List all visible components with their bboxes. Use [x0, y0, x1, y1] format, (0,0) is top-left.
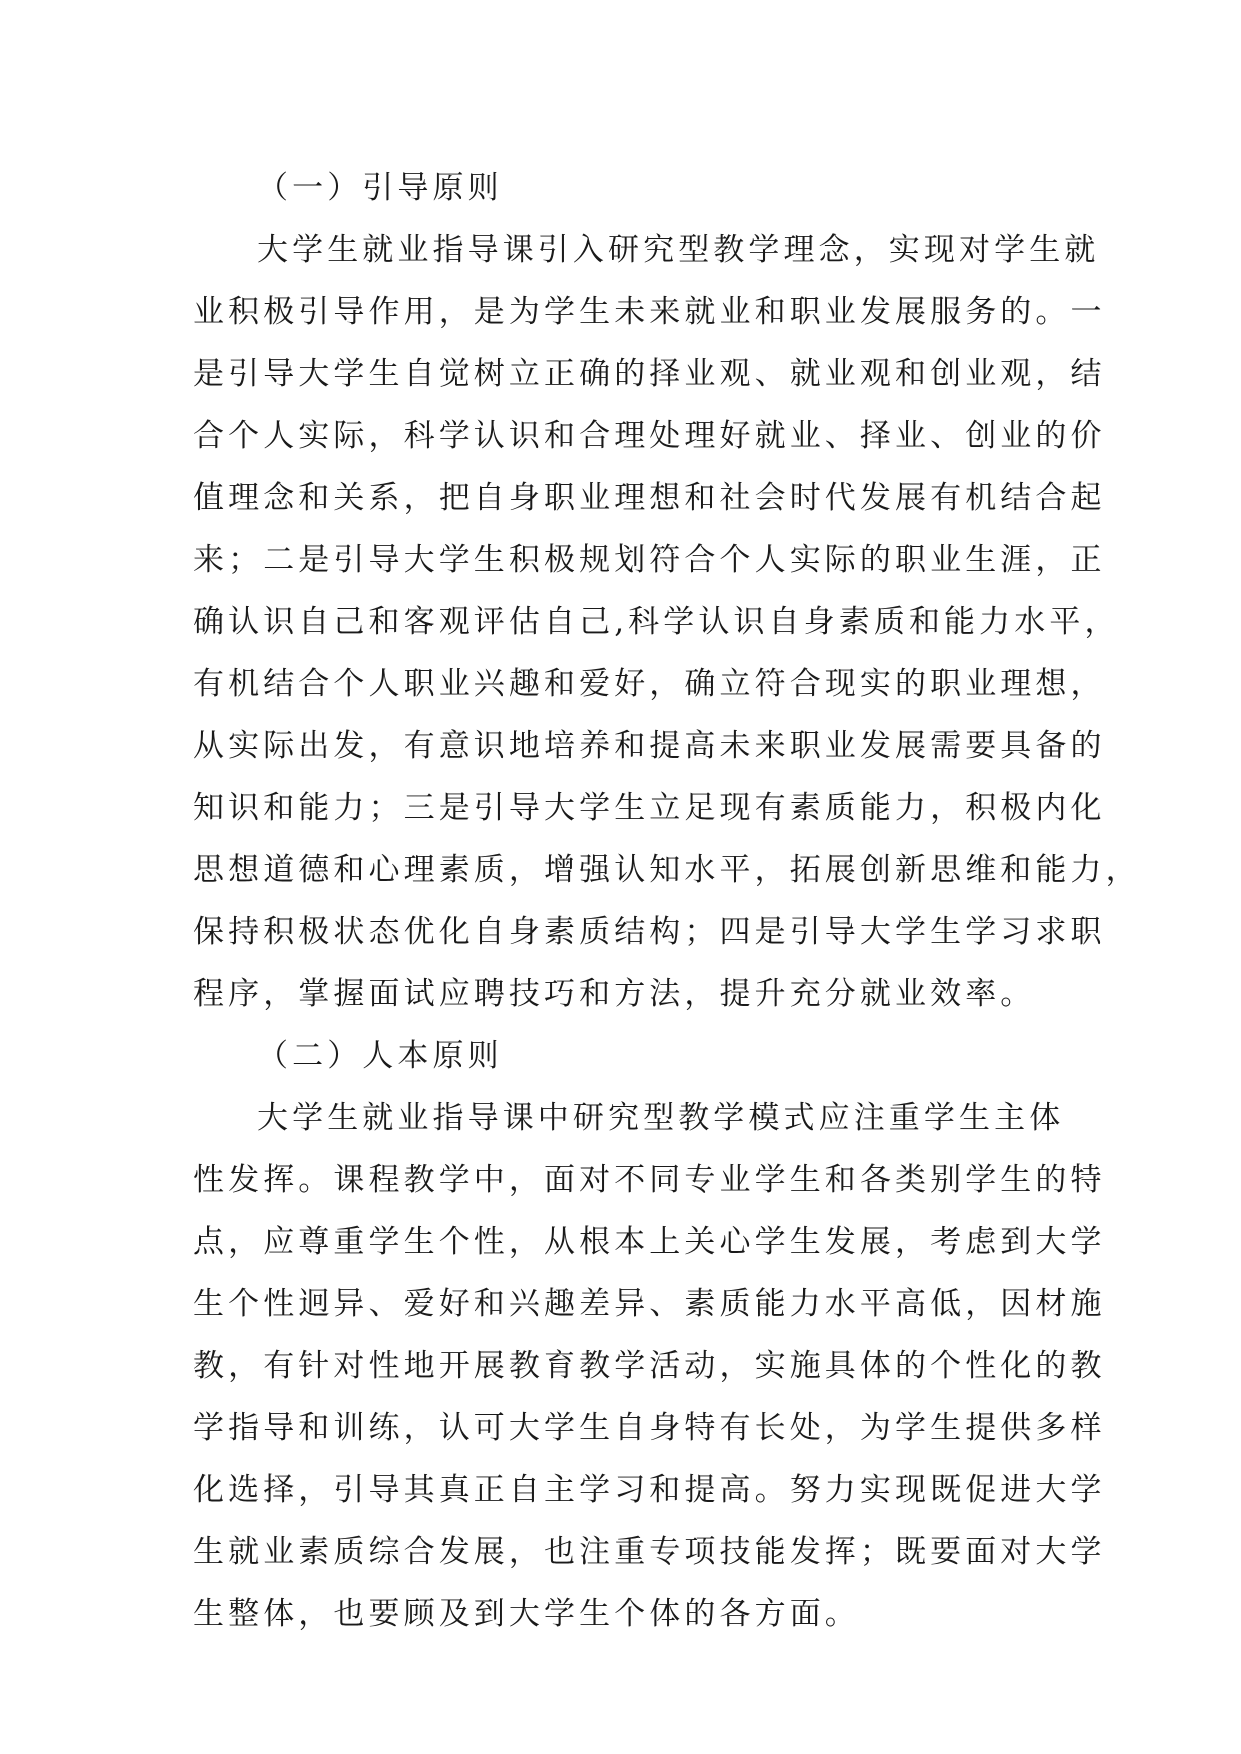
- section-heading-humanistic: （二）人本原则: [257, 1038, 503, 1074]
- paragraph-line: 大学生就业指导课引入研究型教学理念，实现对学生就: [257, 232, 1100, 268]
- paragraph-line: 程序，掌握面试应聘技巧和方法，提升充分就业效率。: [193, 976, 1036, 1012]
- paragraph-line: 从实际出发，有意识地培养和提高未来职业发展需要具备的: [193, 728, 1106, 764]
- paragraph-line: 业积极引导作用，是为学生未来就业和职业发展服务的。一: [193, 294, 1106, 330]
- paragraph-line: 知识和能力；三是引导大学生立足现有素质能力，积极内化: [193, 790, 1106, 826]
- paragraph-line: 化选择，引导其真正自主学习和提高。努力实现既促进大学: [193, 1472, 1106, 1508]
- paragraph-line: 生个性迥异、爱好和兴趣差异、素质能力水平高低，因材施: [193, 1286, 1106, 1322]
- paragraph-line: 教，有针对性地开展教育教学活动，实施具体的个性化的教: [193, 1348, 1106, 1384]
- paragraph-line: 来；二是引导大学生积极规划符合个人实际的职业生涯，正: [193, 542, 1106, 578]
- paragraph-line: 合个人实际，科学认识和合理处理好就业、择业、创业的价: [193, 418, 1106, 454]
- paragraph-line: 大学生就业指导课中研究型教学模式应注重学生主体: [257, 1100, 1065, 1136]
- document-body: [193, 157, 1141, 1645]
- section-heading-guidance: （一）引导原则: [257, 170, 503, 206]
- paragraph-line: 保持积极状态优化自身素质结构；四是引导大学生学习求职: [193, 914, 1106, 950]
- paragraph-line: 点，应尊重学生个性，从根本上关心学生发展，考虑到大学: [193, 1224, 1106, 1260]
- paragraph-line: 思想道德和心理素质，增强认知水平，拓展创新思维和能力，: [193, 852, 1141, 888]
- paragraph-line: 学指导和训练，认可大学生自身特有长处，为学生提供多样: [193, 1410, 1106, 1446]
- paragraph-line: 生整体，也要顾及到大学生个体的各方面。: [193, 1596, 860, 1632]
- paragraph-line: 确认识自己和客观评估自己,科学认识自身素质和能力水平，: [193, 604, 1120, 640]
- paragraph-line: 性发挥。课程教学中，面对不同专业学生和各类别学生的特: [193, 1162, 1106, 1198]
- paragraph-line: 生就业素质综合发展，也注重专项技能发挥；既要面对大学: [193, 1534, 1106, 1570]
- paragraph-line: 值理念和关系，把自身职业理想和社会时代发展有机结合起: [193, 480, 1106, 516]
- paragraph-line: 有机结合个人职业兴趣和爱好，确立符合现实的职业理想，: [193, 666, 1106, 702]
- paragraph-line: 是引导大学生自觉树立正确的择业观、就业观和创业观，结: [193, 356, 1106, 392]
